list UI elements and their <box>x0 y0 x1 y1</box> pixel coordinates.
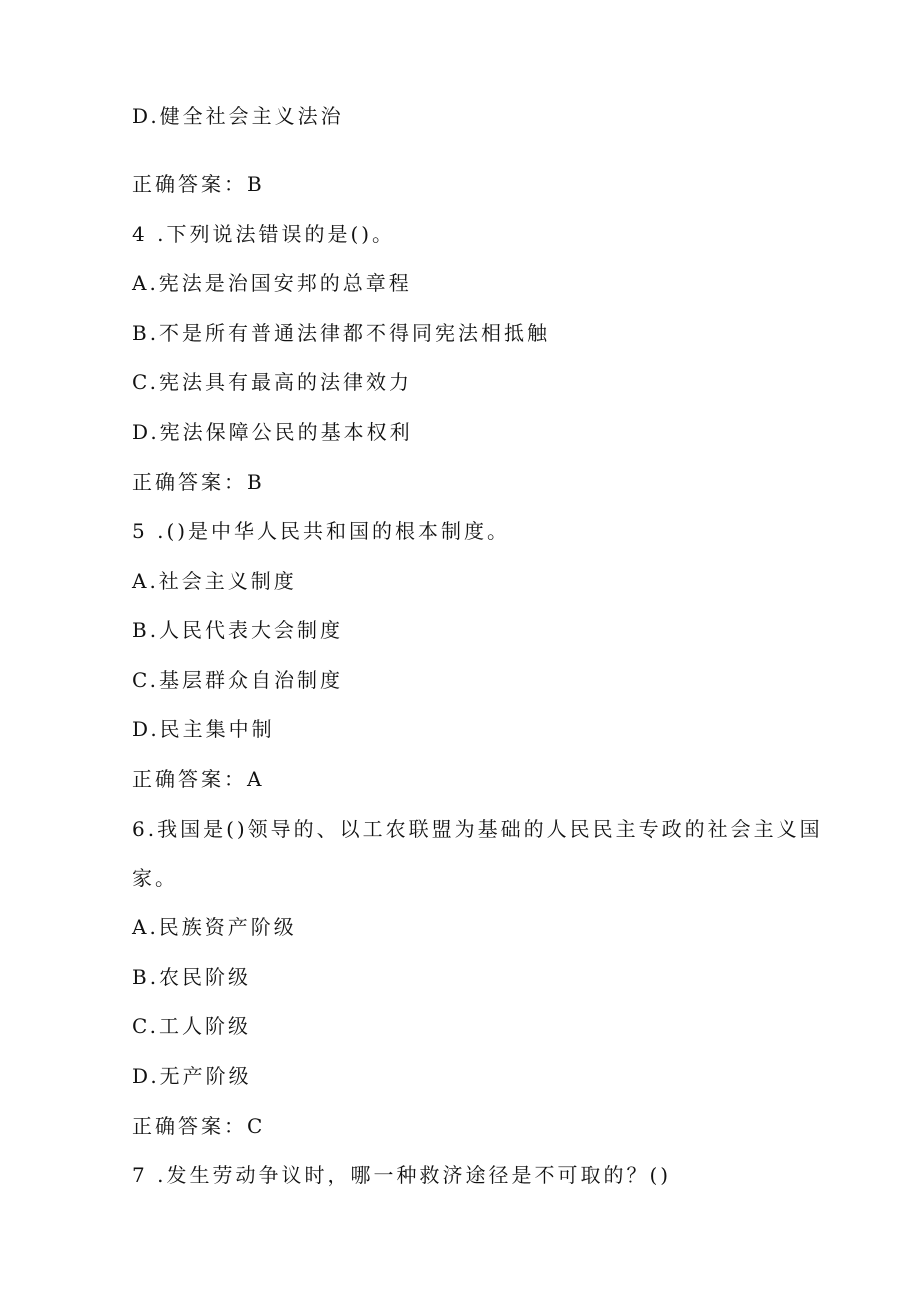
q3-answer: 正确答案：B <box>132 172 265 196</box>
q5-answer: 正确答案：A <box>132 767 265 791</box>
q6-stem-line-1: 6.我国是()领导的、以工农联盟为基础的人民民主专政的社会主义国 <box>132 817 823 841</box>
q7-stem: 7 .发生劳动争议时，哪一种救济途径是不可取的？() <box>132 1163 672 1187</box>
q4-option-a: A.宪法是治国安邦的总章程 <box>132 271 412 295</box>
q3-option-d: D.健全社会主义法治 <box>132 104 344 128</box>
q4-option-b: B.不是所有普通法律都不得同宪法相抵触 <box>132 321 551 345</box>
q5-option-c: C.基层群众自治制度 <box>132 668 343 692</box>
q4-option-d: D.宪法保障公民的基本权利 <box>132 420 413 444</box>
q6-option-c: C.工人阶级 <box>132 1014 251 1038</box>
q5-option-b: B.人民代表大会制度 <box>132 618 344 642</box>
q4-answer: 正确答案：B <box>132 470 265 494</box>
q4-stem: 4 .下列说法错误的是()。 <box>132 222 396 246</box>
q6-answer: 正确答案：C <box>132 1114 266 1138</box>
q5-option-a: A.社会主义制度 <box>132 569 297 593</box>
q6-option-d: D.无产阶级 <box>132 1064 252 1088</box>
q5-stem: 5 .()是中华人民共和国的根本制度。 <box>132 519 511 543</box>
q6-option-b: B.农民阶级 <box>132 965 252 989</box>
q4-option-c: C.宪法具有最高的法律效力 <box>132 370 412 394</box>
q6-option-a: A.民族资产阶级 <box>132 915 297 939</box>
q5-option-d: D.民主集中制 <box>132 717 275 741</box>
q6-stem-line-2: 家。 <box>132 866 178 890</box>
